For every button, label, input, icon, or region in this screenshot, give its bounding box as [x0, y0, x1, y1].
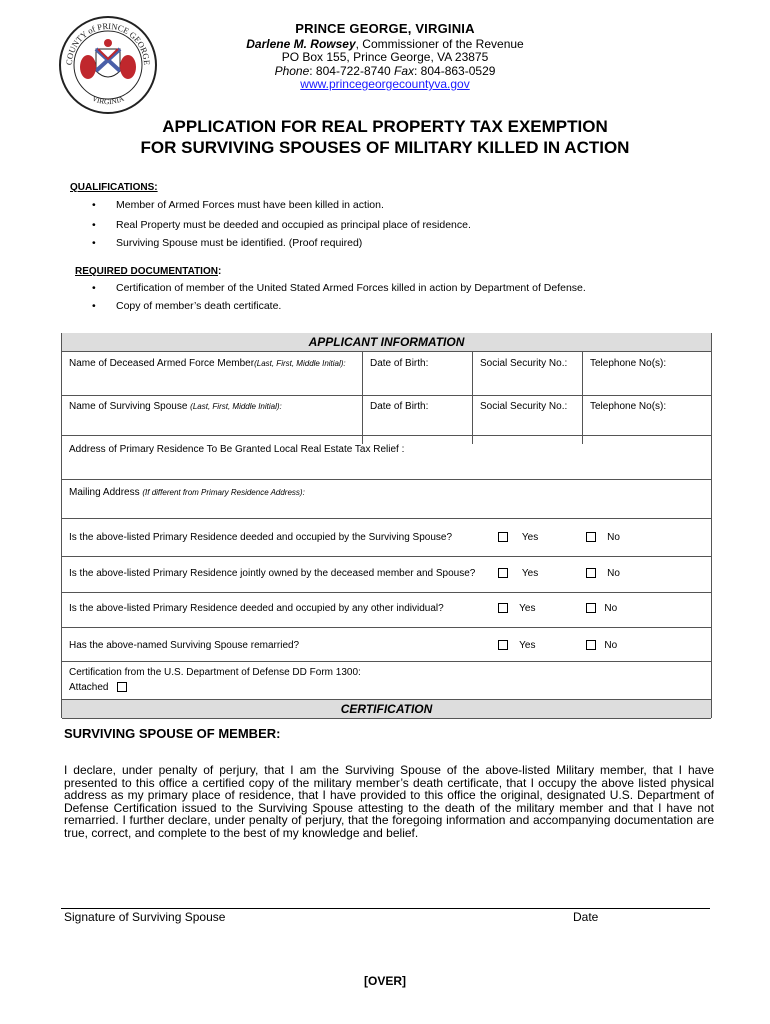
- dod-attached-checkbox[interactable]: Attached: [69, 682, 127, 693]
- fax-label: Fax: [394, 63, 415, 78]
- applicant-info-bar: APPLICANT INFORMATION: [62, 333, 711, 352]
- seal-bottom-text: VIRGINIA: [90, 93, 126, 107]
- county-name: PRINCE GEORGE, VIRGINIA: [295, 21, 475, 36]
- signature-line[interactable]: [61, 908, 710, 909]
- yes-checkbox[interactable]: Yes: [498, 603, 535, 614]
- yes-checkbox[interactable]: Yes: [498, 640, 535, 651]
- phone-number: : 804-722-8740: [309, 63, 394, 78]
- fax-number: : 804-863-0529: [414, 63, 496, 78]
- spouse-ssn-field[interactable]: Social Security No.:: [480, 401, 568, 412]
- question-jointly-owned: Is the above-listed Primary Residence jointly owned by the deceased member and Spouse?: [69, 568, 476, 579]
- question-other-occupant: Is the above-listed Primary Residence deeded and occupied by any other individual?: [69, 603, 444, 614]
- question-remarried: Has the above-named Surviving Spouse remarried?: [69, 640, 300, 651]
- question-deeded-occupied-spouse: Is the above-listed Primary Residence deeded and occupied by the Surviving Spouse?: [69, 532, 453, 543]
- signature-label: Signature of Surviving Spouse: [64, 910, 226, 924]
- deceased-dob-field[interactable]: Date of Birth:: [370, 358, 429, 369]
- no-checkbox[interactable]: No: [586, 603, 617, 614]
- surviving-spouse-field[interactable]: Name of Surviving Spouse (Last, First, Middle Initial):: [69, 401, 282, 412]
- no-checkbox[interactable]: No: [586, 568, 620, 579]
- applicant-form: [61, 333, 712, 718]
- qualifications-heading: QUALIFICATIONS:: [70, 182, 158, 193]
- deceased-phone-field[interactable]: Telephone No(s):: [590, 358, 667, 369]
- website-link[interactable]: www.princegeorgecountyva.gov: [300, 77, 470, 91]
- seal-top-text: COUNTY of PRINCE GEORGE: [63, 20, 153, 66]
- phone-label: Phone: [274, 63, 310, 78]
- documentation-colon: :: [217, 266, 222, 277]
- deceased-ssn-field[interactable]: Social Security No.:: [480, 358, 568, 369]
- certification-heading: SURVIVING SPOUSE OF MEMBER:: [64, 726, 281, 741]
- declaration-text: I declare, under penalty of perjury, that I am the Surviving Spouse of the above-listed Military member, that I have presented to this office a certified copy of the military member’s death certificate, that I occupy the above listed physical address as my primary place of residence, that I have provided to this office the original, designated U.S. Department of Defense Certification issued to the Surviving Spouse attesting to the death of the military member and that I have not remarried. I further declare, under penalty of perjury, that the foregoing information and accompanying documentation are true, correct, and complete to the best of my knowledge and belief.: [64, 763, 714, 840]
- dod-certification-label: Certification from the U.S. Department of Defense DD Form 1300:: [69, 667, 361, 678]
- commissioner-name: Darlene M. Rowsey: [246, 36, 356, 51]
- mailing-address: PO Box 155, Prince George, VA 23875: [281, 50, 489, 64]
- over-indicator: [OVER]: [364, 974, 406, 988]
- primary-residence-address-field[interactable]: Address of Primary Residence To Be Granted Local Real Estate Tax Relief :: [69, 444, 405, 455]
- yes-checkbox[interactable]: Yes: [498, 532, 538, 543]
- form-title-line1: APPLICATION FOR REAL PROPERTY TAX EXEMPTION: [162, 117, 608, 136]
- form-title-line2: FOR SURVIVING SPOUSES OF MILITARY KILLED IN ACTION: [140, 138, 630, 157]
- spouse-dob-field[interactable]: Date of Birth:: [370, 401, 429, 412]
- spouse-phone-field[interactable]: Telephone No(s):: [590, 401, 667, 412]
- yes-checkbox[interactable]: Yes: [498, 568, 538, 579]
- certification-bar: CERTIFICATION: [62, 699, 711, 719]
- documentation-heading: REQUIRED DOCUMENTATION: [75, 266, 218, 277]
- commissioner-title: , Commissioner of the Revenue: [355, 36, 524, 51]
- county-seal: [58, 15, 158, 115]
- mailing-address-field[interactable]: Mailing Address (If different from Primary Residence Address):: [69, 487, 305, 498]
- deceased-member-field[interactable]: Name of Deceased Armed Force Member(Last, First, Middle Initial):: [69, 358, 346, 369]
- no-checkbox[interactable]: No: [586, 640, 617, 651]
- no-checkbox[interactable]: No: [586, 532, 620, 543]
- date-label: Date: [573, 910, 599, 924]
